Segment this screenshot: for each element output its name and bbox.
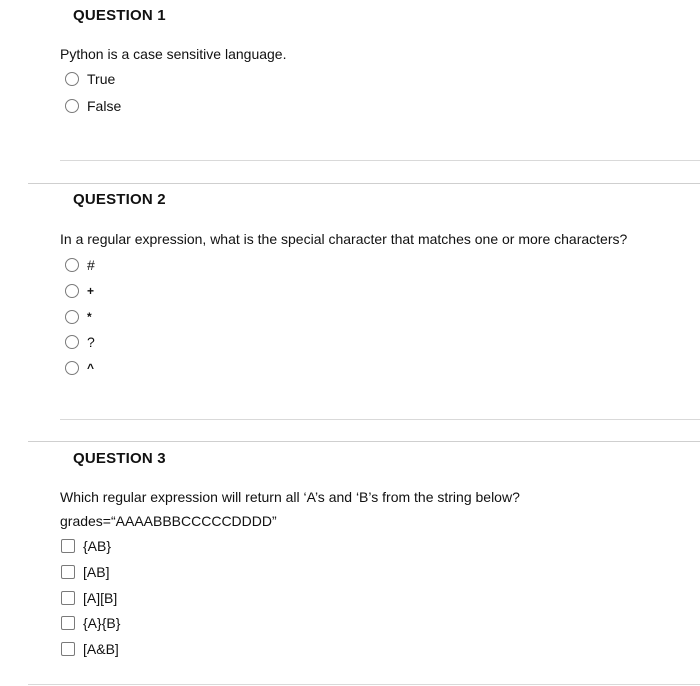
option-label: {AB} xyxy=(83,538,112,554)
question-2-heading: QUESTION 2 xyxy=(73,191,166,208)
checkbox[interactable] xyxy=(61,616,75,630)
option-label: True xyxy=(87,71,116,87)
option-label: False xyxy=(87,98,122,114)
question-1-text: Python is a case sensitive language. xyxy=(60,46,287,62)
bottom-divider xyxy=(28,684,700,685)
option-label: [A&B] xyxy=(83,641,119,657)
checkbox[interactable] xyxy=(61,539,75,553)
question-2-option-star[interactable] xyxy=(65,308,92,326)
radio-button[interactable] xyxy=(65,310,79,324)
question-3-option-1[interactable] xyxy=(61,537,111,555)
option-label: ? xyxy=(87,334,95,350)
question-2-option-hash[interactable] xyxy=(65,256,95,274)
option-label: # xyxy=(87,257,95,273)
option-label: [A][B] xyxy=(83,590,118,606)
section-divider xyxy=(28,183,700,184)
question-3-text: Which regular expression will return all ‘A’s and ‘B’s from the string below? xyxy=(60,489,520,505)
checkbox[interactable] xyxy=(61,565,75,579)
radio-button[interactable] xyxy=(65,258,79,272)
question-2-text: In a regular expression, what is the special character that matches one or more characters? xyxy=(60,231,628,247)
question-1-heading: QUESTION 1 xyxy=(73,7,166,24)
section-divider xyxy=(28,441,700,442)
question-1-option-true[interactable] xyxy=(65,70,115,88)
question-3-option-4[interactable] xyxy=(61,614,120,632)
checkbox[interactable] xyxy=(61,591,75,605)
radio-button[interactable] xyxy=(65,335,79,349)
question-1-option-false[interactable] xyxy=(65,97,121,115)
option-label: ^ xyxy=(87,361,95,375)
radio-button[interactable] xyxy=(65,361,79,375)
question-3-string: grades=“AAAABBBCCCCCDDDD” xyxy=(60,513,277,529)
question-3-option-2[interactable] xyxy=(61,563,109,581)
option-label: [AB] xyxy=(83,564,110,580)
option-label: + xyxy=(87,284,95,298)
question-2-option-plus[interactable] xyxy=(65,282,94,300)
radio-button[interactable] xyxy=(65,99,79,113)
question-2-option-question[interactable] xyxy=(65,333,95,351)
radio-button[interactable] xyxy=(65,284,79,298)
option-label: {A}{B} xyxy=(83,615,121,631)
option-label: * xyxy=(87,310,92,324)
question-3-heading: QUESTION 3 xyxy=(73,450,166,467)
question-2-option-caret[interactable] xyxy=(65,359,94,377)
question-1-footer-divider xyxy=(60,160,700,161)
question-3-option-5[interactable] xyxy=(61,640,119,658)
radio-button[interactable] xyxy=(65,72,79,86)
question-3-option-3[interactable] xyxy=(61,589,117,607)
question-2-footer-divider xyxy=(60,419,700,420)
checkbox[interactable] xyxy=(61,642,75,656)
